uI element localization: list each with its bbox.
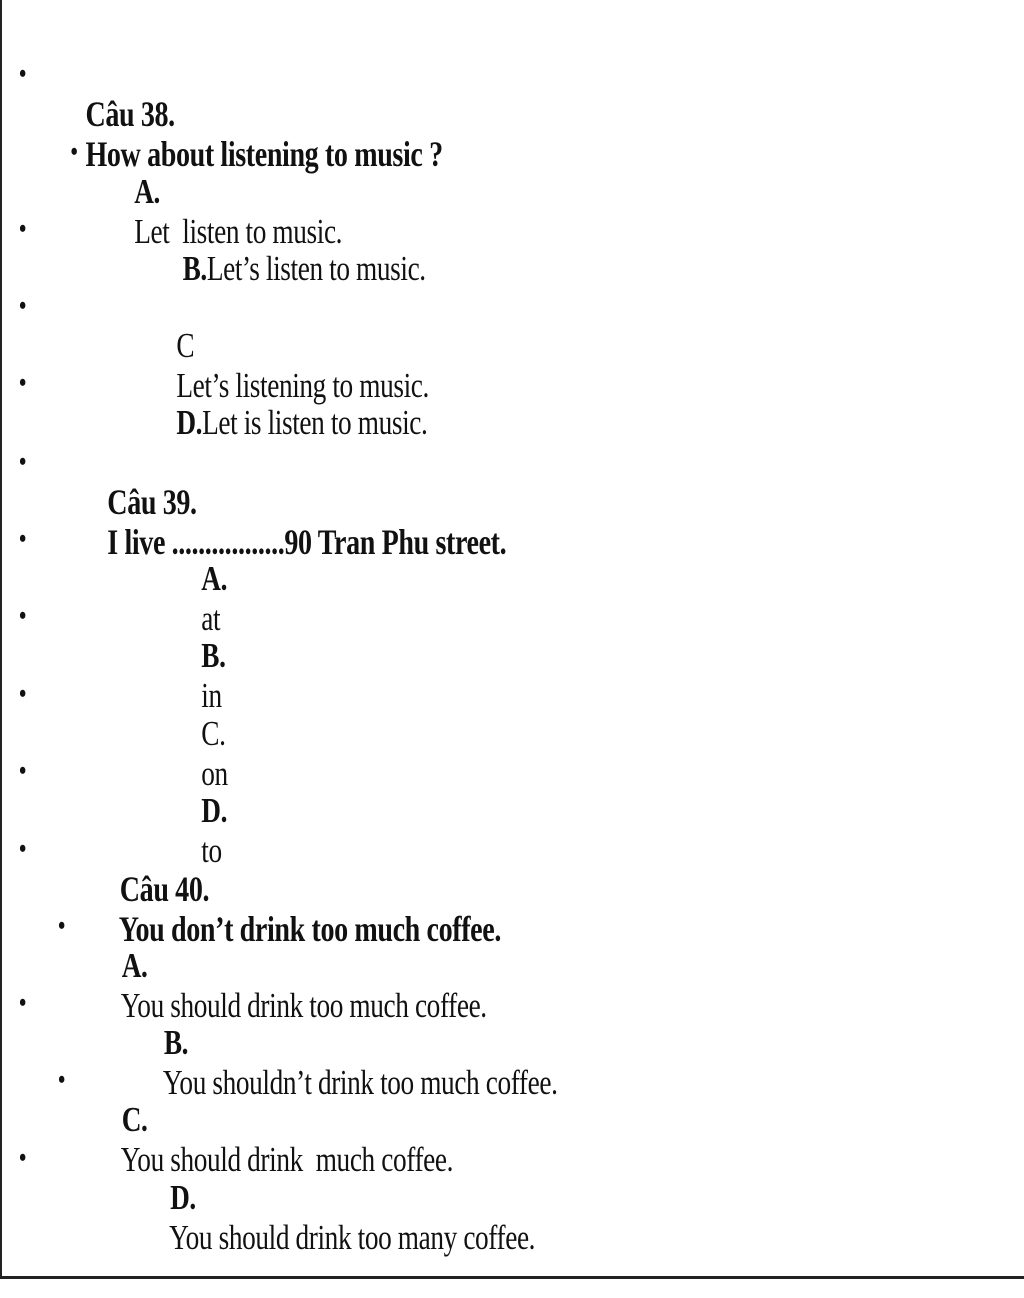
q38-option-b [2,209,782,288]
question-39 [2,442,782,562]
q40-option-b [2,983,782,1102]
question-39-text: I live .................90 Tran Phu street. [107,522,507,562]
q40-option-c [2,1060,782,1179]
q39-option-b [2,596,782,715]
bullet: • [19,988,26,1017]
option-text: Let listen to music. [134,212,343,251]
bullet: • [19,601,26,630]
option-letter: B. [182,249,207,288]
bullet: • [19,524,26,553]
option-text: Let’s listen to music. [206,249,426,288]
option-letter: A. [121,946,148,985]
option-text: You should drink too much coffee. [120,986,487,1025]
q38-option-c [2,286,782,405]
option-text: in [201,676,222,715]
bullet: • [19,1143,26,1172]
bullet: • [70,137,78,166]
bullet: • [19,756,26,785]
question-38-text: How about listening to music ? [85,134,443,174]
bullet: • [19,291,26,320]
option-text: Let’s listening to music. [176,366,429,405]
bullet: • [19,59,26,88]
q40-option-d [2,1138,782,1257]
option-letter: D. [201,791,228,830]
question-38 [2,54,782,174]
question-40 [2,829,782,949]
option-text: to [201,831,222,870]
option-text: You shouldn’t drink too much coffee. [162,1063,558,1102]
bullet: • [58,1065,65,1094]
question-38-number: Câu 38. [85,94,175,134]
q39-option-d [2,751,782,870]
bullet: • [19,834,26,863]
bullet: • [58,911,65,940]
option-text: You should drink too many coffee. [169,1218,536,1257]
question-39-number: Câu 39. [107,482,197,522]
option-text: Let is listen to music. [202,403,428,442]
q38-option-d [2,363,782,442]
option-text: You should drink much coffee. [120,1140,454,1179]
q40-option-a [2,906,782,1025]
option-letter: D. [176,403,203,442]
option-letter: B. [163,1023,189,1062]
option-letter: A. [134,172,160,211]
option-letter: B. [201,636,226,675]
bullet: • [19,214,26,243]
q39-option-a [2,519,782,638]
option-letter: A. [201,559,228,598]
option-letter: C [176,326,195,365]
q39-option-c [2,674,782,793]
bullet: • [19,447,26,476]
option-letter: C. [121,1100,148,1139]
question-40-number: Câu 40. [119,869,210,909]
option-text: on [201,754,228,793]
bullet: • [19,368,26,397]
option-letter: D. [170,1178,196,1217]
bullet: • [19,679,26,708]
q38-option-a [2,132,782,251]
question-40-text: You don’t drink too much coffee. [118,909,501,949]
option-letter: C. [201,714,226,753]
option-text: at [201,599,221,638]
